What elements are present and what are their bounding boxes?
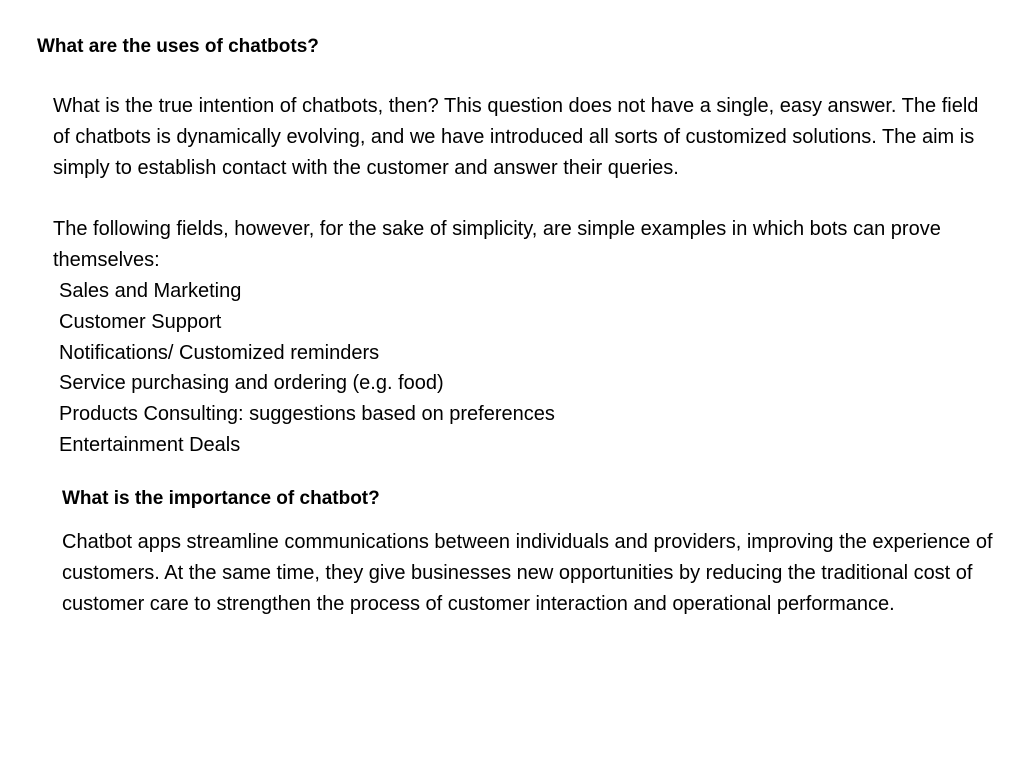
uses-list [59, 276, 555, 461]
list-item: Entertainment Deals [59, 433, 241, 456]
uses-intro-paragraph: What is the true intention of chatbots, then? This question does not have a single, easy answer. The field of chatbots is dynamically evolving, and we have introduced all sorts of customized solutions. The aim is simply to establish contact with the customer and answer their queries. [53, 95, 979, 179]
list-item: Notifications/ Customized reminders [59, 341, 380, 364]
list-item: Products Consulting: suggestions based on preferences [59, 403, 555, 426]
importance-paragraph: Chatbot apps streamline communications between individuals and providers, improving the experience of customers. At the same time, they give businesses new opportunities by reducing the traditional cost of customer care to strengthen the process of customer interaction and operational performance. [62, 531, 993, 615]
list-item: Sales and Marketing [59, 280, 242, 302]
fields-intro-paragraph: The following fields, however, for the sake of simplicity, are simple examples in which bots can prove themselves: [53, 218, 941, 271]
uses-heading: What are the uses of chatbots? [37, 36, 319, 57]
importance-heading: What is the importance of chatbot? [62, 488, 380, 509]
list-item: Customer Support [59, 310, 222, 333]
list-item: Service purchasing and ordering (e.g. food) [59, 372, 444, 395]
